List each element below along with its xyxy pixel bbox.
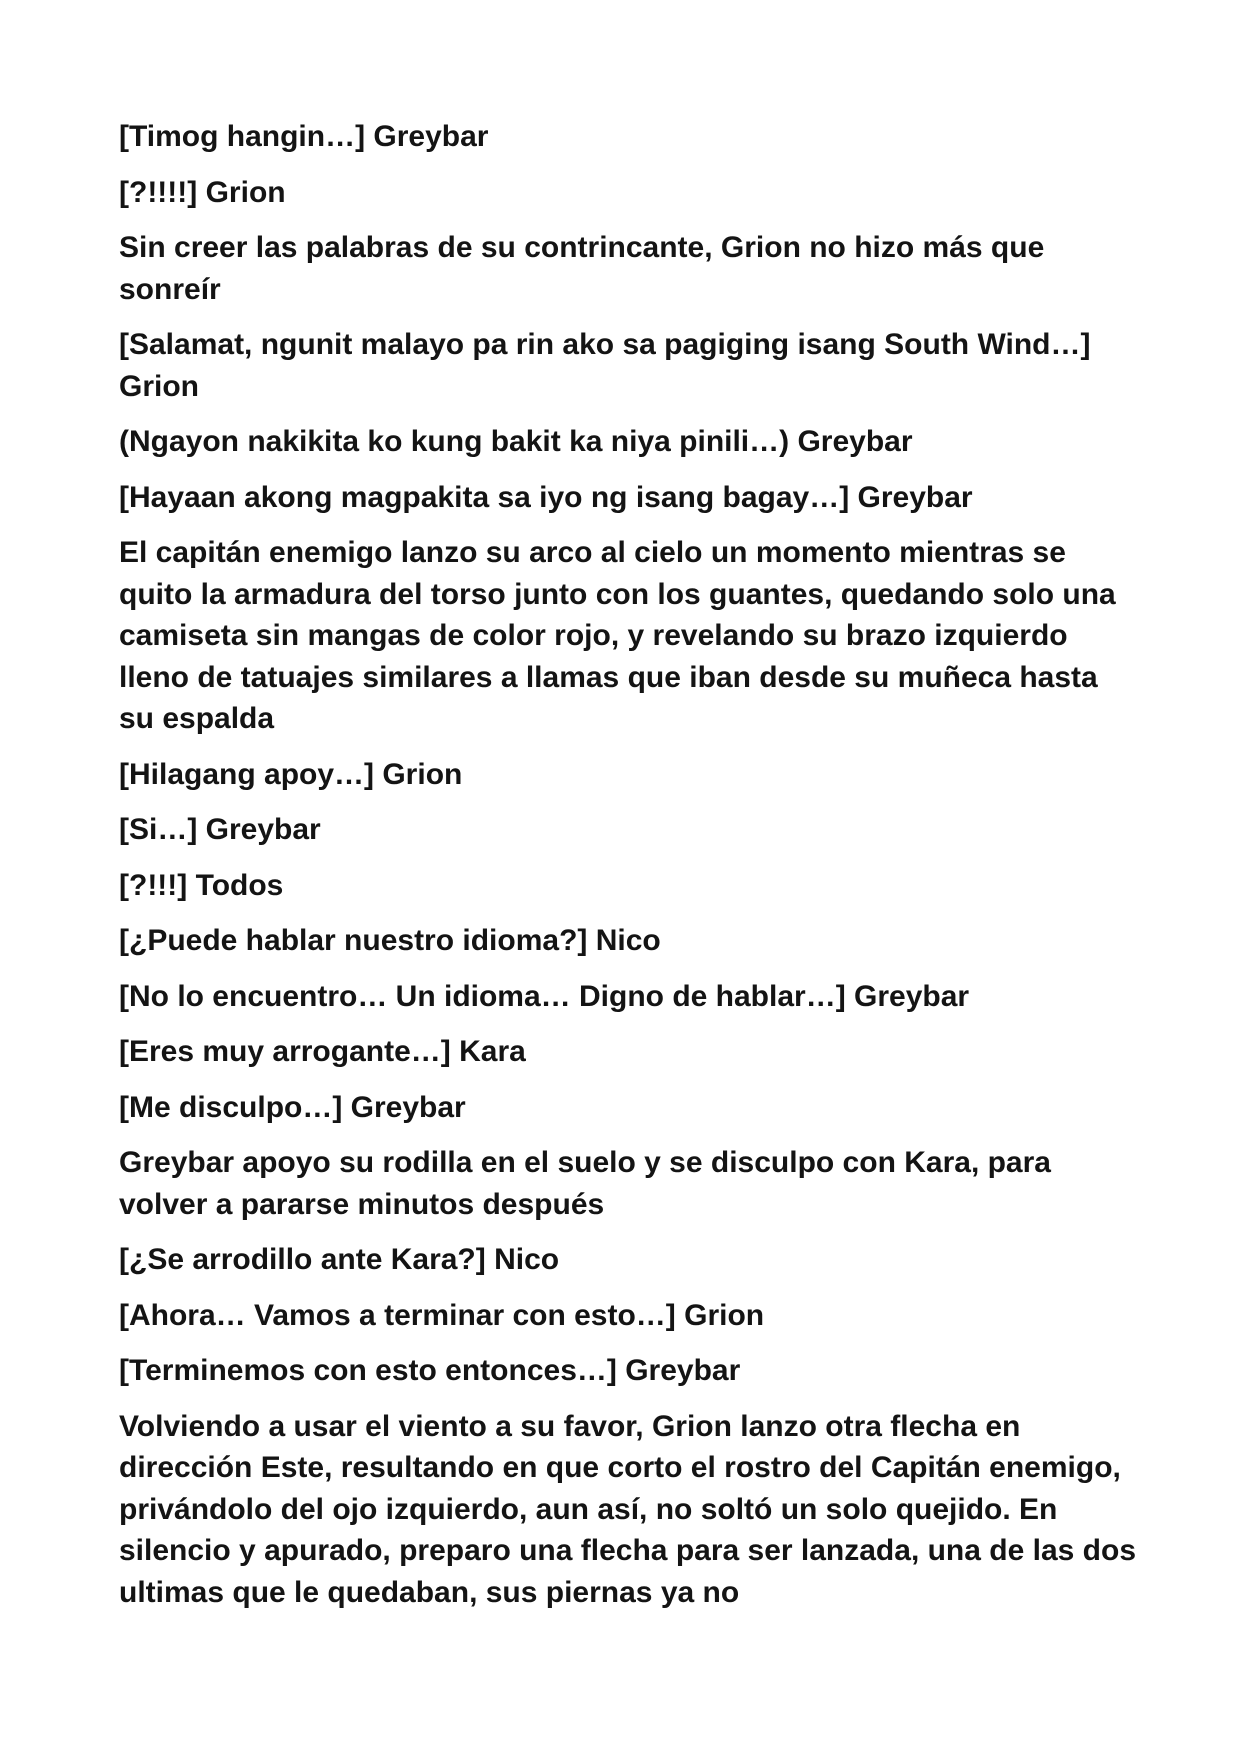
- paragraph-dialogue: [¿Puede hablar nuestro idioma?] Nico: [119, 924, 661, 957]
- paragraph-dialogue: [Hilagang apoy…] Grion: [119, 757, 463, 791]
- paragraph-dialogue: [?!!!] Todos: [119, 868, 284, 902]
- paragraph-dialogue: [¿Se arrodillo ante Kara?] Nico: [119, 1243, 560, 1276]
- paragraph-narration: Sin creer las palabras de su contrincante, Grion no hizo más que sonreír: [119, 231, 1045, 306]
- paragraph-dialogue: [Hayaan akong magpakita sa iyo ng isang bagay…] Greybar: [119, 480, 973, 514]
- paragraph-dialogue: [Eres muy arrogante…] Kara: [119, 1035, 526, 1068]
- document-body: [119, 116, 1139, 1627]
- paragraph-narration: Volviendo a usar el viento a su favor, Grion lanzo otra flecha en dirección Este, resultando en que corto el rostro del Capitán enemigo, privándolo del ojo izquierdo, aun así, no soltó un solo quejido. En silencio y apurado, preparo una flecha para ser lanzada, una de las dos ultimas que le quedaban, sus piernas ya no: [119, 1409, 1136, 1609]
- paragraph-narration: El capitán enemigo lanzo su arco al cielo un momento mientras se quito la armadura del torso junto con los guantes, quedando solo una camiseta sin mangas de color rojo, y revelando su brazo izquierdo lleno de tatuajes similares a llamas que iban desde su muñeca hasta su espalda: [119, 536, 1116, 735]
- paragraph-dialogue: [Si…] Greybar: [119, 813, 321, 846]
- paragraph-dialogue: [Me disculpo…] Greybar: [119, 1090, 466, 1124]
- paragraph-dialogue: [Terminemos con esto entonces…] Greybar: [119, 1354, 741, 1387]
- paragraph-thought: (Ngayon nakikita ko kung bakit ka niya pinili…) Greybar: [119, 425, 913, 458]
- paragraph-narration: Greybar apoyo su rodilla en el suelo y se disculpo con Kara, para volver a pararse minutos después: [119, 1146, 1051, 1221]
- paragraph-dialogue: [No lo encuentro… Un idioma… Digno de hablar…] Greybar: [119, 979, 970, 1013]
- paragraph-dialogue: [?!!!!] Grion: [119, 175, 286, 209]
- paragraph-dialogue: [Timog hangin…] Greybar: [119, 120, 489, 153]
- paragraph-dialogue: [Ahora… Vamos a terminar con esto…] Grion: [119, 1298, 765, 1332]
- paragraph-dialogue: [Salamat, ngunit malayo pa rin ako sa pagiging isang South Wind…] Grion: [119, 328, 1091, 403]
